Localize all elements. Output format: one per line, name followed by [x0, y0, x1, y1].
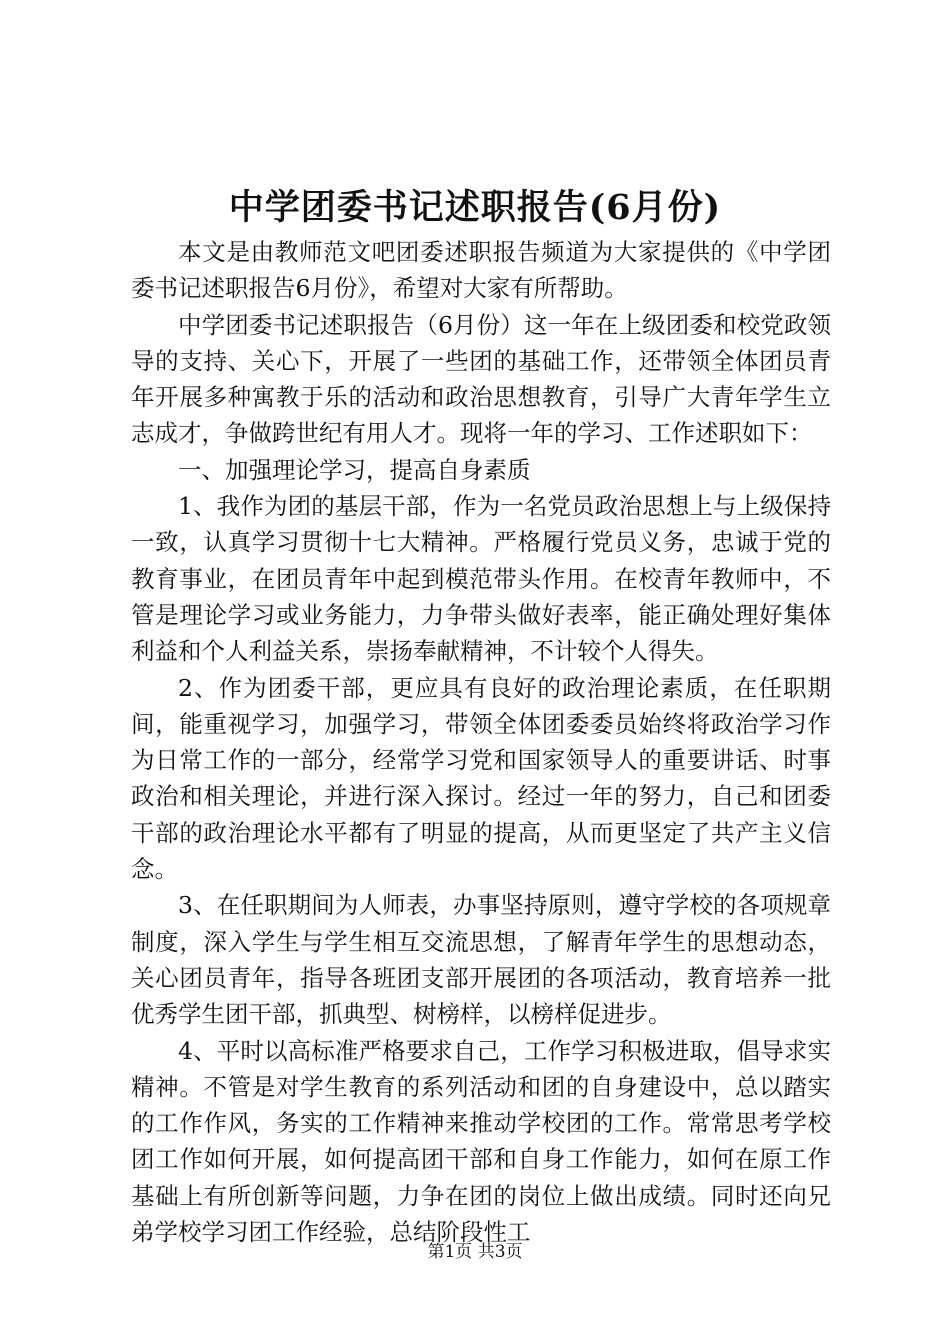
document-body [131, 234, 831, 1250]
item-paragraph-4: 4、平时以高标准严格要求自己，工作学习积极进取，倡导求实精神。不管是对学生教育的系列活动和团的自身建设中，总以踏实的工作作风，务实的工作精神来推动学校团的工作。常常思考学校团工作如何开展，如何提高团干部和自身工作能力，如何在原工作基础上有所创新等问题，力争在团的岗位上做出成绩。同时还向兄弟学校学习团工作经验，总结阶段性工 [131, 1036, 831, 1247]
intro-paragraph: 本文是由教师范文吧团委述职报告频道为大家提供的《中学团委书记述职报告6月份》，希望对大家有所帮助。 [131, 238, 831, 303]
item-paragraph-2: 2、作为团委干部，更应具有良好的政治理论素质，在任职期间，能重视学习，加强学习，带领全体团委委员始终将政治学习作为日常工作的一部分，经常学习党和国家领导人的重要讲话、时事政治和相关理论，并进行深入探讨。经过一年的努力，自己和团委干部的政治理论水平都有了明显的提高，从而更坚定了共产主义信念。 [131, 673, 831, 884]
document-title: 中学团委书记述职报告(6月份) [228, 187, 722, 228]
section-heading: 一、加强理论学习，提高自身素质 [178, 455, 531, 484]
page-footer: 第1页 共3页 [427, 1242, 523, 1262]
item-paragraph-1: 1、我作为团的基层干部，作为一名党员政治思想上与上级保持一致，认真学习贯彻十七大精神。严格履行党员义务，忠诚于党的教育事业，在团员青年中起到模范带头作用。在校青年教师中，不管是理论学习或业务能力，力争带头做好表率，能正确处理好集体利益和个人利益关系，崇扬奉献精神，不计较个人得失。 [131, 492, 831, 666]
overview-paragraph: 中学团委书记述职报告（6月份）这一年在上级团委和校党政领导的支持、关心下，开展了一些团的基础工作，还带领全体团员青年开展多种寓教于乐的活动和政治思想教育，引导广大青年学生立志成才，争做跨世纪有用人才。现将一年的学习、工作述职如下： [131, 310, 831, 448]
item-paragraph-3: 3、在任职期间为人师表，办事坚持原则，遵守学校的各项规章制度，深入学生与学生相互交流思想，了解青年学生的思想动态，关心团员青年，指导各班团支部开展团的各项活动，教育培养一批优秀学生团干部，抓典型、树榜样，以榜样促进步。 [131, 891, 831, 1029]
